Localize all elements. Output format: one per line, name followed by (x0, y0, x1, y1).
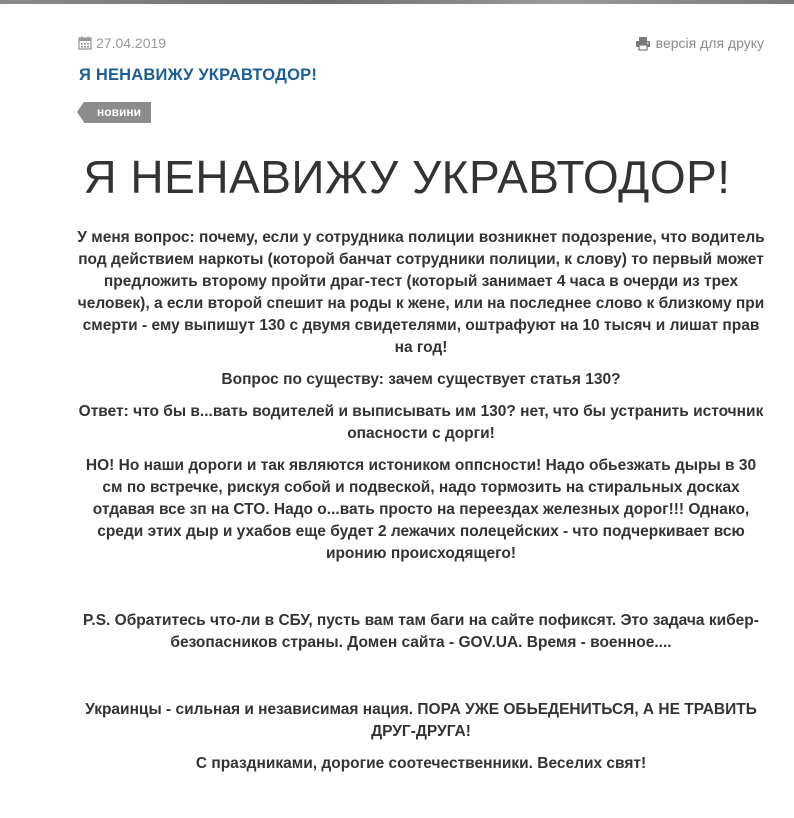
article-paragraph: У меня вопрос: почему, если у сотрудника полиции возникнет подозрение, что водитель под действием наркоты (которой банчат сотрудники полиции, к слову) то первый может предложить второму пройти драг-тест (который занимает 4 часа в очерди из трех человек), а если второй спешит на роды к жене, или на последнее слово к близкому при смерти - ему выпишут 130 с двумя свидетелями, оштрафуют на 10 тысяч и лишат прав на год! (77, 229, 765, 356)
calendar-icon (78, 36, 92, 50)
post-date-text: 27.04.2019 (96, 35, 167, 51)
article-paragraph: Вопрос по существу: зачем существует статья 130? (221, 371, 621, 388)
print-version-link[interactable] (635, 35, 764, 51)
article-paragraph: P.S. Обратитесь что-ли в СБУ, пусть вам там баги на сайте пофиксят. Это задача кибер-безопасников страны. Домен сайта - GOV.UA. Время - военное.... (83, 612, 759, 651)
top-border (0, 0, 794, 4)
tag-news[interactable]: новини (84, 102, 151, 123)
post-meta (78, 35, 764, 53)
print-version-label[interactable]: версія для друку (655, 35, 764, 51)
article-body (76, 227, 766, 775)
post-date (78, 35, 166, 51)
printer-icon (635, 36, 651, 51)
article-paragraph: Украинцы - сильная и независимая нация. ПОРА УЖЕ ОБЬЕДЕНИТЬСЯ, А НЕ ТРАВИТЬ ДРУГ-ДРУГА! (85, 701, 757, 740)
post-title-link[interactable]: Я НЕНАВИЖУ УКРАВТОДОР! (79, 66, 318, 84)
article-paragraph: НО! Но наши дороги и так являются истоником оппсности! Надо обьезжать дыры в 30 см по встречке, рискуя собой и подвеской, надо тормозить на стиральных досках отдавая все зп на СТО. Надо о...вать просто на переездах железных дорог!!! Однако, среди этих дыр и ухабов еще будет 2 лежачих полецейских - что подчеркивает всю иронию происходящего! (85, 457, 757, 562)
article-paragraph: С праздниками, дорогие соотечественники. Веселих свят! (195, 755, 647, 772)
article-headline: Я НЕНАВИЖУ УКРАВТОДОР! (83, 151, 731, 203)
article-paragraph: Ответ: что бы в...вать водителей и выписывать им 130? нет, что бы устранить источник опасности с дорги! (78, 403, 764, 442)
